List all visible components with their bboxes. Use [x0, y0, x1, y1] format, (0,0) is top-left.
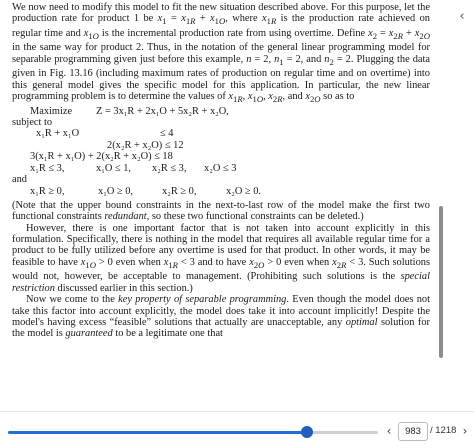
vertical-scrollbar[interactable]: [439, 206, 443, 358]
constraint-row: [30, 128, 430, 140]
page-number-input[interactable]: 983: [398, 422, 428, 441]
page-slider-track[interactable]: [8, 431, 378, 434]
maximize-label: Maximize: [30, 105, 73, 117]
chevron-left-icon: ‹: [459, 9, 465, 24]
nonneg-x1o: x₁O ≥ 0,: [98, 185, 134, 197]
collapse-panel-button[interactable]: [455, 10, 469, 24]
intro-paragraph: We now need to modify this model to fit the new situation described above. For this purpose, let the production rate for product 1 be $x_1 = x_{1R} + x_{1O}$, where $x_{1R}$ is the production rate achieved on regular time and $x_{1O}$ is the incremental production rate from using overtime. Define $x_2 = x_{2R} + x_{2O}$ in the same way for product 2. Thus, in the notation of the general linear programming model for separable programming given just before this example, n = 2, $n_1 = 2$, and $n_2 = 2$. Plugging the data given in Fig. 13.16 (including maximum rates of production on regular time and on overtime) into this general model gives the specific model for this application. In particular, the new linear programming problem is to determine the values of $x_{1R}$, $x_{1O}$, $x_{2R}$, and $x_{2O}$ so as to: [12, 2, 431, 105]
subject-to-label: subject to: [12, 116, 53, 128]
nonneg-x2r: x₂R ≥ 0,: [162, 185, 197, 197]
nonnegativity-row: [30, 186, 430, 200]
bound-x2r: x₂R ≤ 3,: [152, 162, 187, 174]
constraint-rhs: ≤ 4: [160, 128, 174, 140]
constraint-lhs: 3(x₁R + x₁O) + 2(x₂R + x₂O) ≤ 18: [30, 151, 173, 163]
constraint-row: [30, 151, 430, 163]
objective-function: Z = 3x₁R + 2x₁O + 5x₂R + x₂O,: [96, 105, 229, 117]
constraint-row: [30, 163, 430, 175]
bound-x1r: x₁R ≤ 3,: [30, 162, 65, 174]
and-label: and: [12, 174, 28, 186]
body-paragraph: Now we come to the key property of separable programming. Even though the model does not take this factor into account explicitly, the model does take it into account implicitly! Despite the model's having excess “feasible” solutions that actually are unacceptable, any optimal solution for the model is guaranteed to be a legitimate one that: [12, 294, 431, 340]
previous-page-button[interactable]: [382, 424, 396, 438]
body-paragraph: However, there is one important factor that is not taken into account explicitly in this formulation. Specifically, there is nothing in the model that requires all available regular time for a product to be fully utilized before any overtime is used for that product. In other words, it may be feasible to have $x_{1O} > 0$ even when $x_{1R} < 3$ and to have $x_{2O} > 0$ even when $x_{2R} < 3$. Such solutions would not, however, be acceptable to management. (Prohibiting such solutions is the special restriction discussed earlier in this section.): [12, 222, 430, 294]
objective-line: [12, 106, 430, 117]
nonneg-x2o: x₂O ≥ 0.: [226, 185, 262, 197]
chevron-right-icon: ›: [462, 424, 468, 438]
page-slider-handle[interactable]: [301, 426, 313, 438]
page-slider-fill: [8, 431, 307, 434]
constraint-lhs: x₁R + x₁O: [36, 128, 80, 140]
nonneg-x1r: x₁R ≥ 0,: [30, 185, 65, 197]
chevron-left-icon: ‹: [386, 424, 392, 438]
next-page-button[interactable]: [458, 424, 472, 438]
constraints-block: [30, 128, 430, 174]
page-text: [12, 2, 430, 340]
bound-x2o: x₂O ≤ 3: [204, 162, 237, 174]
total-pages-label: / 1218: [430, 425, 457, 436]
note-paragraph: (Note that the upper bound constraints in the next-to-last row of the model make the first two functional constraints redundant, so these two functional constraints can be deleted.): [12, 199, 430, 223]
constraint-lhs: 2(x₂R + x₂O) ≤ 12: [107, 139, 184, 151]
viewer-toolbar: [0, 411, 474, 448]
constraint-row: [30, 140, 430, 152]
bound-x1o: x₁O ≤ 1,: [96, 162, 132, 174]
